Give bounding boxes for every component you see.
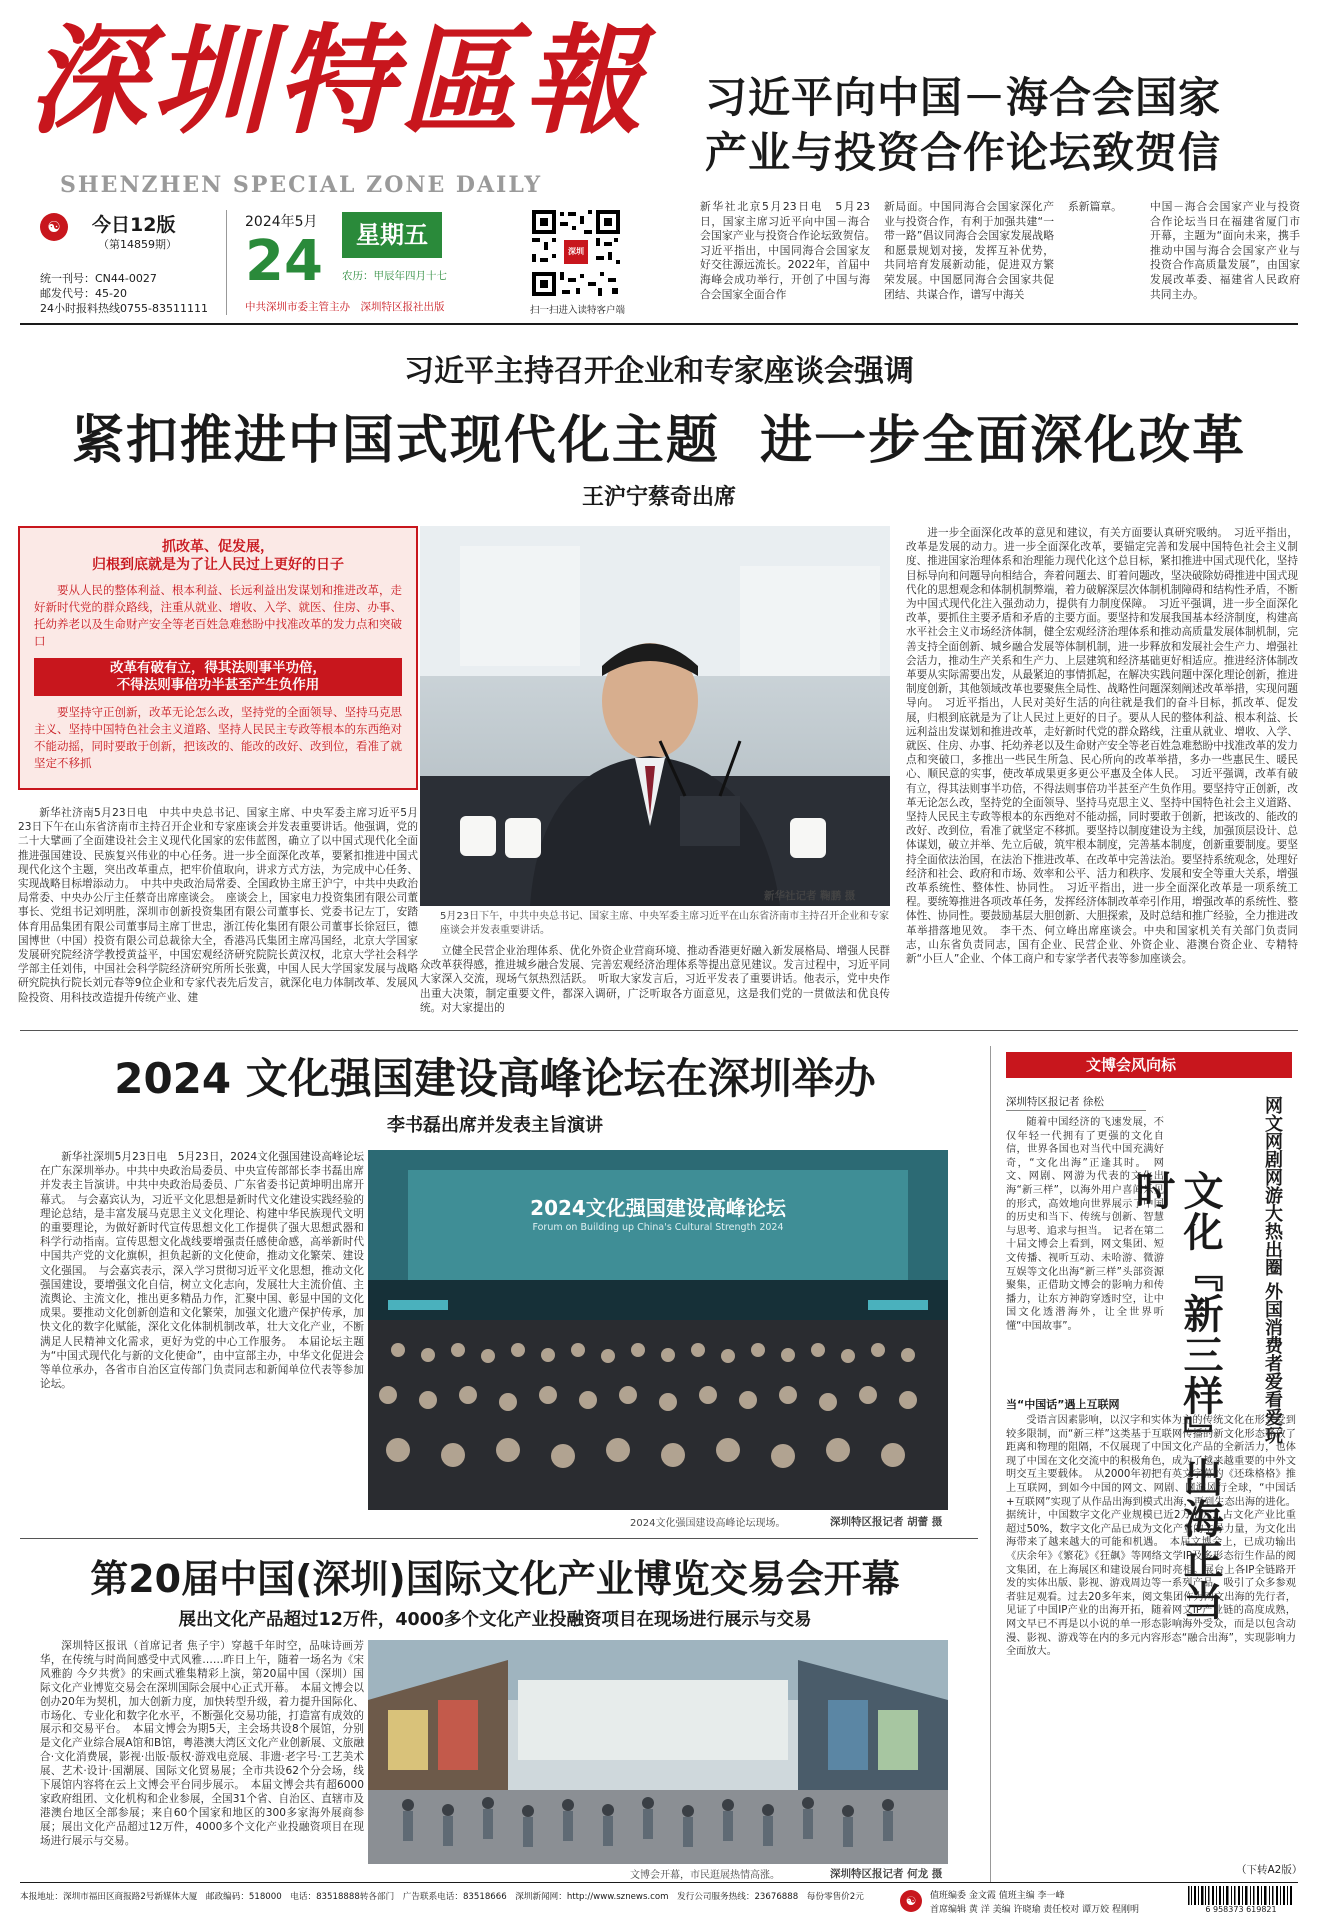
forum-rule [20,1538,978,1539]
fair-text: 深圳特区报讯（首席记者 焦子宇）穿越千年时空，品味诗画芳华，在传统与时尚间感受中式风雅……昨日上午，随着一场名为《宋风雅韵 今夕共赏》的宋画式雅集精彩上演，第20届中国（深圳）国际文化产业博览交易会在深圳国际会展中心正式开幕。 本届文博会以创办20年为契机，加大创新力度，加快转型升级，着力提升国际化、市场化、专业化和数字化水平，不断强化交易功能，打造富有成效的展示和交易平台。 本届文博会为期5天，主会场共设8个展馆，分别是文化产业综合展A馆和B馆，粤港澳大湾区文化产业创新展、文旅融合·文化消费展，影视·出版·版权·游戏电竞展、非遗·老字号·工艺美术展、艺术·设计·国潮展、国际文化贸易展；全市共设62个分会场，线下展馆内容将在云上文博会平台同步展示。 本届文博会共有超6000家政府组团、文化机构和企业参展，全国31个省、自治区、直辖市及港澳台地区全部参展；来自60个国家和地区的300多家海外展商参展；展出文化产品超过12万件，4000多个文化产业投融资项目在现场进行展示与交易。 [40,1640,364,1847]
sidebar-column-tag: 文博会风向标 [1006,1052,1292,1078]
pages-count: 今日12版 [92,214,176,236]
year-month: 2024年5月 [245,214,318,230]
sidebar-text-2: 受语言因素影响，以汉字和实体为主的传统文化在形式受到较多限制，而“新三样”这类基于互联网传播的新文化形态释放了距离和物理的阻隔，不仅展现了中国文化产品的全新活力，也体现了中国在文化交流中的积极角色，成为了越来越重要的中外文明交互主要载体。 从2000年初把有英文字幕的《还珠格格》推上互联网，到如今中国的网文、网剧、网游风行全球，“中国话+互联网”实现了从作品出海到模式出海，再到生态出海的进化。据统计，中国数字文化产业规模已近2万亿元，占文化产业比重超过50%，数字文化产品已成为文化产业的主导力量，为文化出海带来了越来越大的可能和机遇。 本届文博会上，已成功输出《庆余年》《繁花》《狂飙》等网络文学IP及多形态衍生作品的阅文集团，在上海展区和建设展台同时亮相。展台上各IP全链路开发的实体出版、影视、游戏周边等一系列产品，吸引了众多参观者驻足观看。过去20多年来，阅文集团作为网文出海的先行者，见证了中国IP产业的出海开拓，随着网文IP产业链的高度成熟，网文早已不再是以小说的单一形态影响海外受众，而是以包含动漫、影视、游戏等在内的多元内容形态“融合出海”，实现影响力全面放大。 [1006,1415,1296,1658]
sidebar-subhead-2: 当“中国话”遇上互联网 [1006,1398,1120,1411]
sidebar-byline: 深圳特区报记者 徐松 [1006,1096,1104,1108]
unified-number: 统一刊号：CN44-0027 [40,272,157,285]
top-story-col3: 系新篇章。 [1068,200,1122,213]
masthead-title: 深圳特區報 [28,11,649,150]
box-title-3: 改革有破有立，得其法则事半功倍， [110,660,326,676]
top-story-headline [705,70,1305,180]
qr-inner-label: 深圳 [568,247,584,256]
box-title-3-wrap [34,658,402,696]
footer-rule [20,1882,1298,1883]
fair-photo [368,1640,948,1864]
fair-subhead: 展出文化产品超过12万件，4000多个文化产业投融资项目在现场进行展示与交易 [178,1610,812,1630]
sidebar-byline-rule [1006,1110,1146,1111]
masthead [0,0,1318,320]
forum-photo-banner: 2024文化强国建设高峰论坛 [530,1196,786,1220]
footer-editors: 值班编委 金文霞 值班主编 李一峰 [930,1891,1065,1901]
postal-code: 邮发代号：45-20 [40,287,127,300]
top-story-headline-line1: 习近平向中国－海合会国家 [705,73,1222,122]
barcode-number: 6 958373 619821 [1186,1905,1296,1914]
sidebar-text-1: 随着中国经济的飞速发展，不仅年轻一代拥有了更强的文化自信，世界各国也对当代中国充满好奇，“文化出海”正逢其时。 网文、网剧、网游为代表的文化出海“新三样”，以海外用户喜闻乐见的形式，高效地向世界展示了中国的历史和当下、传统与创新、智慧与思考、追求与担当。 记者在第二十届文博会上看到，网文集团、短文传播、视听互动、未哈游、微游互娱等文化出海“新三样”头部资源聚集，正借助文博会的影响力和传播力，让东方神韵穿透时空，让中国文化透潜海外，让全世界听懂“中国故事”。 [1006,1117,1164,1332]
key-points-box [18,526,418,790]
top-story-col1: 新华社北京5月23日电 5月23日，国家主席习近平向中国－海合会国家产业与投资合作论坛致贺信。 习近平指出，中国同海合会国家友好交往源远流长。2022年，首届中海峰会成功举行，开创了中国与海合会国家全面合作 [700,200,881,301]
sidebar-continued: （下转A2版） [1236,1864,1303,1876]
box-title-2: 归根到底就是为了让人民过上更好的日子 [92,557,344,573]
masthead-rule [20,323,1298,325]
sidebar-subhead-vertical: 网文网剧网游大热出圈 外国消费者爱看爱玩 [1262,1096,1283,1445]
lead-headline: 紧扣推进中国式现代化主题 进一步全面深化改革 [71,411,1247,471]
sidebar-headline-vertical: 文化『新三样』出海正当时 [1129,1170,1223,1621]
forum-photo [368,1150,948,1510]
top-story-headline-line2: 产业与投资合作论坛致贺信 [705,128,1222,177]
fair-photo-credit: 深圳特区报记者 何龙 摄 [830,1868,943,1880]
footer-logo-icon: ☯ [900,1890,922,1912]
lead-photo-credit: 新华社记者 鞠鹏 摄 [764,890,856,902]
sidebar-divider [990,1046,991,1882]
weekday-badge: 星期五 [342,212,442,258]
lead-photo-caption: 5月23日下午，中共中央总书记、国家主席、中央军委主席习近平在山东省济南市主持召开企业和专家座谈会并发表重要讲话。 [440,911,890,936]
footer-editors-2: 首席编辑 黄 洋 美编 许晓瑜 责任校对 谭万姣 程刚明 [930,1905,1140,1915]
fair-headline: 第20届中国(深圳)国际文化产业博览交易会开幕 [90,1557,900,1601]
lead-subhead: 王沪宁蔡奇出席 [581,485,736,510]
lunar-date: 农历：甲辰年四月十七 [342,270,447,282]
forum-subhead: 李书磊出席并发表主旨演讲 [387,1115,603,1136]
box-title-1: 抓改革、促发展， [162,539,274,555]
footer-address: 本报地址：深圳市福田区商报路2号新媒体大厦 邮政编码：518000 电话：83518888转各部门 广告联系电话：83518666 深圳新闻网：http://www.sznews.com 发行公司服务热线：23676888 每份零售价2元 [20,1892,864,1902]
qr-code[interactable] [530,208,622,298]
day-number: 24 [245,229,323,294]
barcode [1186,1886,1296,1914]
lead-right-text: 进一步全面深化改革的意见和建议，有关方面要认真研究吸纳。 习近平指出，改革是发展的动力。进一步全面深化改革，要锚定完善和发展中国特色社会主义制度、推进国家治理体系和治理能力现代化这个总目标，紧扣推进中国式现代化，坚持目标导向和问题导向相结合，奔着问题去、盯着问题改，坚决破除妨碍推进中国式现代化的思想观念和体制机制弊端，着力破解深层次体制机制障碍和结构性矛盾，不断为中国式现代化注入强劲动力，提供有力制度保障。 习近平强调，进一步全面深化改革，要抓住主要矛盾和矛盾的主要方面。要坚持和发展我国基本经济制度，构建高水平社会主义市场经济体制，健全宏观经济治理体系和推动高质量发展体制机制，完善支持全面创新、城乡融合发展等体制机制，进一步释放和发展社会生产力、增强社会活力，推动生产关系和生产力、上层建筑和经济基础更好相适应。推进经济体制改革要从实际需要出发，从最紧迫的事情抓起，在解决实践问题中深化理论创新，推进制度创新，其他领域改革也要聚焦全局性、战略性问题深刻阐述改革举措，实现问题导向。 习近平指出，人民对美好生活的向往就是我们的奋斗目标，抓改革、促发展，归根到底就是为了让人民过上更好的日子。要从人民的整体利益、根本利益、长远利益出发谋划和推进改革，走好新时代党的群众路线，注重从就业、增收、入学、就医、住房、办事、托幼养老以及生命财产安全等老百姓急难愁盼中找准改革的发力点和突破口，多推出一些民生所急、民心所向的改革举措，多办一些惠民生、暖民心、顺民意的实事，使改革成果更多更公平惠及全体人民。 习近平强调，改革有破有立，得其法则事半功倍，不得法则事倍功半甚至产生负作用。要坚持守正创新，改革无论怎么改，坚持党的全面领导、坚持马克思主义、坚持中国特色社会主义道路、坚持人民民主专政等根本的东西绝对不能动摇，同时要敢于创新，把该改的、能改的改好、改到位，看准了就坚定不移抓。要坚持以制度建设为主线，加强顶层设计、总体谋划，破立并举、先立后破，筑牢根本制度，完善基本制度，创新重要制度。要坚持全面依法治国，在法治下推进改革、在改革中完善法治。要坚持系统观念，处理好经济和社会、政府和市场、效率和公平、活力和秩序、发展和安全等重大关系，增强改革系统性、整体性、协同性。 习近平指出，进一步全面深化改革是一项系统工程。要统筹推进各项改革任务，发挥经济体制改革牵引作用，增强改革的系统性、整体性、协同性。要鼓励基层大胆创新、大胆探索，及时总结和推广经验，全力推进改革举措落地见效。 李干杰、何立峰出席座谈会。中央和国家机关有关部门负责同志，山东省负责同志，国有企业、民营企业、外资企业、港澳台资企业、专精特新“小巨人”企业、个体工商户和专家学者代表等参加座谈会。 [906,527,1298,966]
box-text-2: 要坚持守正创新，改革无论怎么改，坚持党的全面领导、坚持马克思主义、坚持中国特色社会主义道路、坚持人民民主专政等根本的东西绝对不能动摇，同时要敢于创新，把该改的、能改的改好、改到位，看准了就坚定不移抓 [34,705,402,770]
top-story-col2: 新局面。中国同海合会国家深化产业与投资合作，有利于加强共建“一带一路”倡议同海合会国家发展战略和愿景规划对接，发挥互补优势，共同培育发展新动能，促进双方繁荣发展。中国愿同海合会国家共促团结、共谋合作，谱写中海关 [884,200,1054,301]
forum-photo-credit: 深圳特区报记者 胡蕾 摄 [830,1516,943,1528]
sponsor-line: 中共深圳市委主管主办 深圳特区报社出版 [245,301,445,313]
top-story-col4: 中国－海合会国家产业与投资合作论坛当日在福建省厦门市开幕，主题为“面向未来，携手推动中国与海合会国家产业与投资合作高质量发展”，由国家发展改革委、福建省人民政府共同主办。 [1150,200,1300,301]
qr-label: 扫一扫进入读特客户端 [530,305,626,316]
hotline: 24小时报料热线0755-83511111 [40,302,208,315]
forum-photo-caption: 2024文化强国建设高峰论坛现场。 [630,1518,786,1529]
lead-photo [420,526,890,906]
fair-photo-caption: 文博会开幕，市民逛展热情高涨。 [630,1870,780,1881]
forum-photo-banner-en: Forum on Building up China's Cultural Strength 2024 [532,1222,784,1233]
lead-bottom-text: 立健全民营企业治理体系、优化外资企业营商环境、推动香港更好融入新发展格局、增强人民群众改革获得感，推进城乡融合发展、完善宏观经济治理体系等提出意见建议。发言过程中，习近平同大家深入交流，现场气氛热烈活跃。 听取大家发言后，习近平发表了重要讲话。他表示，党中央作出重大决策，制定重要文件，都深入调研，广泛听取各方面意见，这是我们党的一贯做法和优良传统。对大家提出的 [420,945,890,1014]
forum-text: 新华社深圳5月23日电 5月23日，2024文化强国建设高峰论坛在广东深圳举办。中共中央政治局委员、中央宣传部部长李书磊出席并发表主旨演讲。中共中央政治局委员、广东省委书记黄坤明出席开幕式。 与会嘉宾认为，习近平文化思想是新时代文化建设实践经验的理论总结，是丰富发展马克思主义文化理论、构建中华民族现代文明的重要理论，为做好新时代宣传思想文化工作提供了强大思想武器和科学行动指南。宣传思想文化战线要增强责任感使命感，高举新时代中国共产党的文化旗帜，担负起新的文化使命，推动文化繁荣、建设文化强国。 与会嘉宾表示，深入学习贯彻习近平文化思想，推动文化强国建设，要增强文化自信，树立文化志向，发展壮大主流价值、主流舆论、主流文化，推出更多精品力作，汇聚中国、彰显中国的文化成果。要推动文化创新创造和文化繁荣，加强文化遗产保护传承，加快文化的数字化赋能，深化文化体制机制改革，壮大文化产业，不断满足人民精神文化需求，更好为党的中心工作服务。 本届论坛主题为“中国式现代化与新的文化使命”，由中宣部主办，中华文化促进会等单位承办，各省市自治区宣传部门负责同志和新闻单位代表等参加论坛。 [40,1151,364,1391]
issue-number: （第14859期） [98,238,177,251]
lead-kicker: 习近平主持召开企业和专家座谈会强调 [404,354,914,389]
masthead-english: SHENZHEN SPECIAL ZONE DAILY [60,172,543,198]
box-text-1: 要从人民的整体利益、根本利益、长远利益出发谋划和推进改革，走好新时代党的群众路线，注重从就业、增收、入学、就医、住房、办事、托幼养老以及生命财产安全等老百姓急难愁盼中找准改革的发力点和突破口 [34,583,402,648]
masthead-logo-icon: ☯ [40,213,68,241]
lead-rule [20,1030,1298,1031]
lead-left-text: 新华社济南5月23日电 中共中央总书记、国家主席、中央军委主席习近平5月23日下午在山东省济南市主持召开企业和专家座谈会并发表重要讲话。他强调，党的二十大擘画了全面建设社会主义现代化国家的宏伟蓝图，确立了以中国式现代化全面推进强国建设、民族复兴伟业的中心任务。进一步全面深化改革，要紧扣推进中国式现代化这个主题，突出改革重点，把牢价值取向，讲求方式方法，为完成中心任务、实现战略目标增添动力。 中共中央政治局常委、全国政协主席王沪宁，中共中央政治局常委、中央办公厅主任蔡奇出席座谈会。 座谈会上，国家电力投资集团有限公司董事长、党组书记刘明胜，深圳市创新投资集团有限公司董事长、党委书记左丁，安踏体育用品集团有限公司董事局主席丁世忠，浙江传化集团有限公司董事长徐冠巨，德国博世（中国）投资有限公司总裁徐大全，香港冯氏集团主席冯国经，北京大学国家发展研究院经济学教授黄益平，中国宏观经济研究院院长黄汉权，北京大学社会科学学部主任刘伟，中国社会科学院经济研究所所长张冀，中国人民大学国家发展与战略研究院执行院长刘元春等9位企业和专家代表先后发言，就深化电力体制改革、发展风险投资、用科技改造提升传统产业、建 [18,807,418,1004]
masthead-divider [226,210,227,315]
box-title-4: 不得法则事倍功半甚至产生负作用 [116,677,320,693]
forum-headline: 2024 文化强国建设高峰论坛在深圳举办 [114,1054,876,1103]
